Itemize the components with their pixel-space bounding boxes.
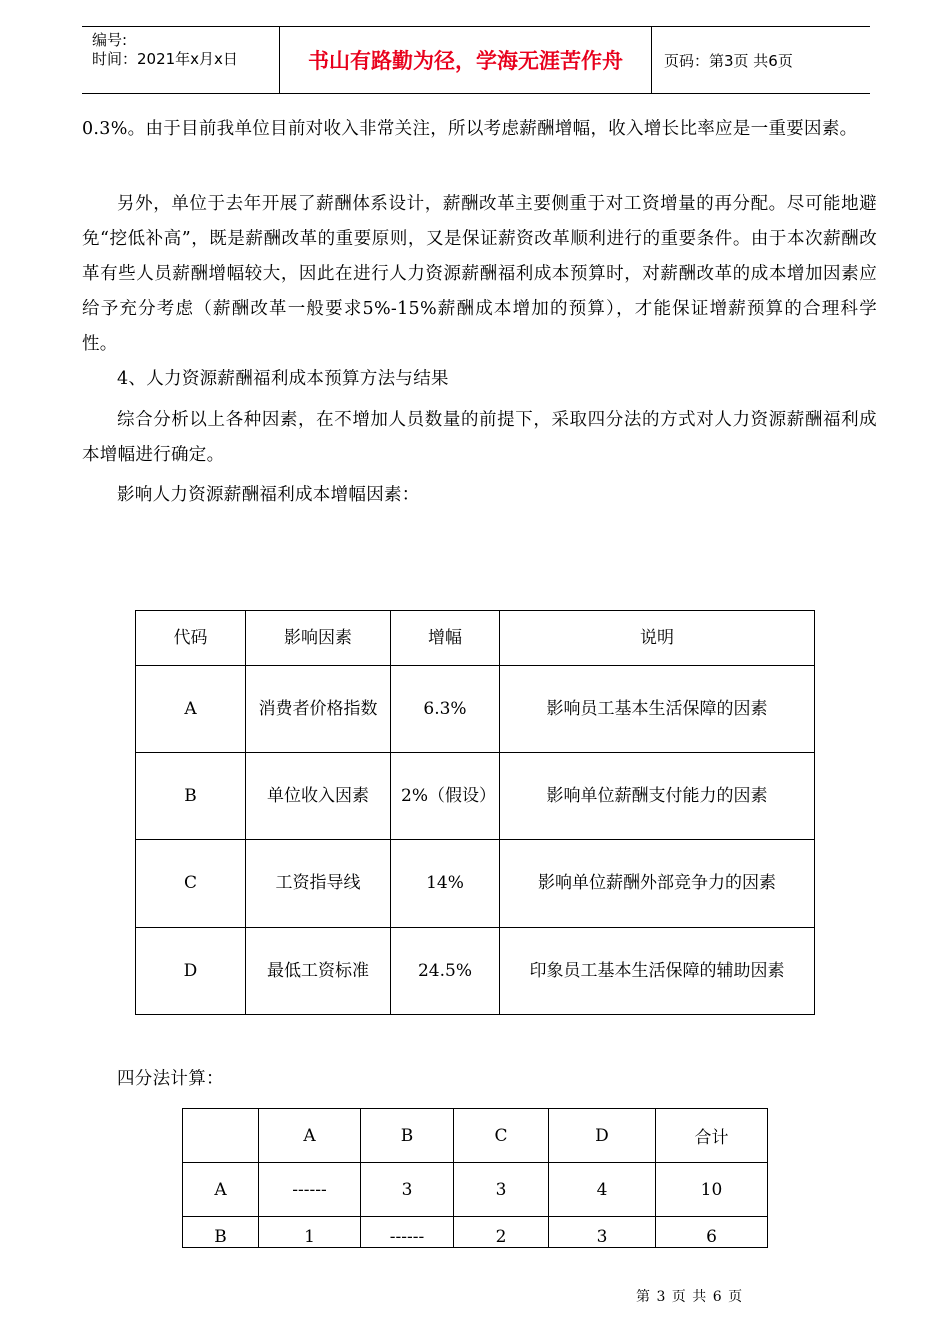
table-row (136, 840, 815, 928)
table-cell: 10 (656, 1163, 768, 1217)
table-cell: 3 (454, 1163, 549, 1217)
header-cell: B (361, 1109, 454, 1163)
header-cell: D (549, 1109, 656, 1163)
paragraph-quartile-intro: 四分法计算： (117, 1069, 224, 1089)
table-row (183, 1217, 768, 1248)
header-cell: C (454, 1109, 549, 1163)
header-cell: 增幅 (391, 611, 500, 666)
doc-number-label: 编号: (92, 31, 128, 49)
header-motto: 书山有路勤为径，学海无涯苦作舟 (280, 27, 652, 93)
table-cell: 4 (549, 1163, 656, 1217)
doc-time-label: 时间：2021年x月x日 (92, 50, 238, 68)
table-cell: 最低工资标准 (246, 928, 391, 1015)
table-row (183, 1163, 768, 1217)
page-footer: 第 3 页 共 6 页 (636, 1289, 744, 1305)
paragraph-factors-intro: 影响人力资源薪酬福利成本增幅因素： (117, 485, 420, 505)
table-cell: 3 (361, 1163, 454, 1217)
table-cell: 14% (391, 840, 500, 928)
table-cell: 2%（假设） (391, 753, 500, 840)
table-cell: 3 (549, 1217, 656, 1248)
table-cell: C (136, 840, 246, 928)
table-cell: B (136, 753, 246, 840)
quartile-table-header (183, 1109, 768, 1163)
header-cell: 代码 (136, 611, 246, 666)
header-page-info: 页码：第3页 共6页 (664, 51, 793, 70)
table-cell: ------ (259, 1163, 361, 1217)
header-cell: 影响因素 (246, 611, 391, 666)
table-cell: 2 (454, 1217, 549, 1248)
table-cell: 工资指导线 (246, 840, 391, 928)
factor-table-header (136, 611, 815, 666)
table-cell: 影响单位薪酬外部竞争力的因素 (500, 840, 815, 928)
table-cell: 印象员工基本生活保障的辅助因素 (500, 928, 815, 1015)
header-cell (183, 1109, 259, 1163)
table-cell: 消费者价格指数 (246, 666, 391, 753)
paragraph-reform: 另外，单位于去年开展了薪酬体系设计，薪酬改革主要侧重于对工资增量的再分配。尽可能地避免“挖低补高”，既是薪酬改革的重要原则，又是保证薪资改革顺利进行的重要条件。由于本次薪酬改革有些人员薪酬增幅较大，因此在进行人力资源薪酬福利成本预算时，对薪酬改革的成本增加因素应给予充分考虑（薪酬改革一般要求5%-15%薪酬成本增加的预算），才能保证增薪预算的合理科学性。 (82, 194, 877, 354)
table-row (136, 666, 815, 753)
header-cell: 说明 (500, 611, 815, 666)
header-cell: 合计 (656, 1109, 768, 1163)
table-cell: A (183, 1163, 259, 1217)
table-cell: 1 (259, 1217, 361, 1248)
header-cell: A (259, 1109, 361, 1163)
table-cell: 影响单位薪酬支付能力的因素 (500, 753, 815, 840)
table-cell: 6.3% (391, 666, 500, 753)
paragraph-income: 0.3%。由于目前我单位目前对收入非常关注，所以考虑薪酬增幅，收入增长比率应是一重要因素。 (82, 119, 858, 139)
table-cell: 24.5% (391, 928, 500, 1015)
table-row (136, 928, 815, 1015)
header-meta (82, 27, 280, 93)
table-cell: D (136, 928, 246, 1015)
page-header (82, 26, 870, 94)
table-cell: A (136, 666, 246, 753)
table-cell: B (183, 1217, 259, 1248)
table-cell: 单位收入因素 (246, 753, 391, 840)
factor-table (135, 610, 815, 1015)
quartile-table (182, 1108, 768, 1248)
table-cell: 影响员工基本生活保障的因素 (500, 666, 815, 753)
section-heading-4: 4、人力资源薪酬福利成本预算方法与结果 (117, 369, 449, 389)
table-cell: ------ (361, 1217, 454, 1248)
table-cell: 6 (656, 1217, 768, 1248)
paragraph-method: 综合分析以上各种因素，在不增加人员数量的前提下，采取四分法的方式对人力资源薪酬福利成本增幅进行确定。 (82, 410, 877, 465)
table-row (136, 753, 815, 840)
